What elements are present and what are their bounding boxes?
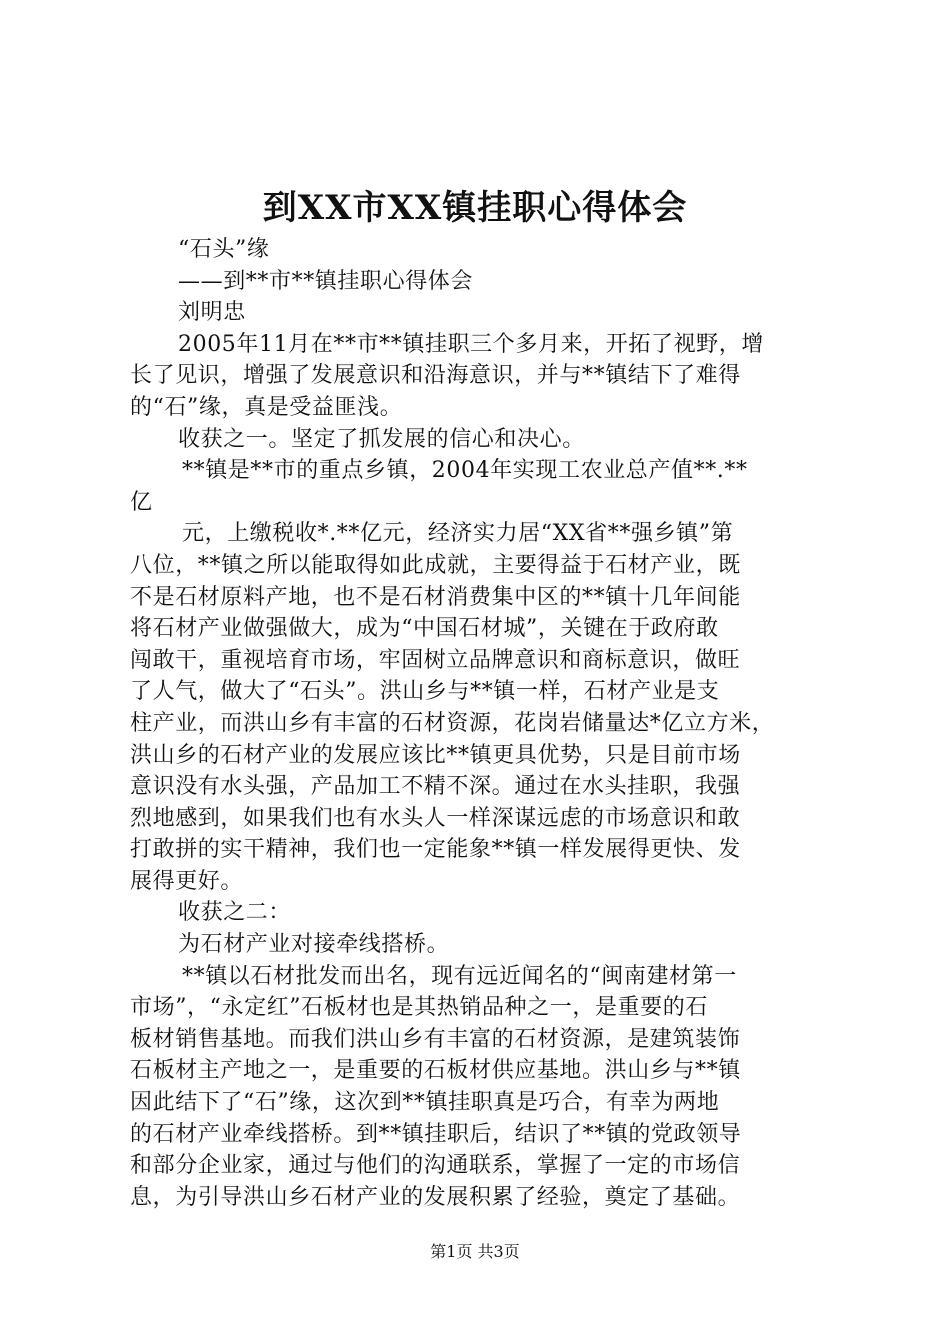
paragraph-line: 不是石材原料产地，也不是石材消费集中区的**镇十几年间能 bbox=[130, 584, 741, 610]
author-line: 刘明忠 bbox=[178, 300, 246, 326]
paragraph-line: 市场”，“永定红”石板材也是其热销品种之一，是重要的石 bbox=[130, 995, 708, 1021]
paragraph-line: 展得更好。 bbox=[130, 868, 244, 894]
paragraph-line: 息，为引导洪山乡石材产业的发展积累了经验，奠定了基础。 bbox=[130, 1184, 741, 1210]
subheading-line: ——到**市**镇挂职心得体会 bbox=[178, 268, 474, 294]
paragraph-line: 将石材产业做强做大，成为“中国石材城”，关键在于政府敢 bbox=[130, 616, 719, 642]
document-title: 到XX市XX镇挂职心得体会 bbox=[262, 188, 688, 228]
paragraph-line: 板材销售基地。而我们洪山乡有丰富的石材资源，是建筑装饰 bbox=[130, 1026, 741, 1052]
paragraph-line: 了人气，做大了“石头”。洪山乡与**镇一样，石材产业是支 bbox=[130, 679, 720, 705]
paragraph-line: 亿 bbox=[130, 489, 153, 515]
paragraph-line: 烈地感到，如果我们也有水头人一样深谋远虑的市场意识和敢 bbox=[130, 805, 741, 831]
paragraph-line: 意识没有水头强，产品加工不精不深。通过在水头挂职，我强 bbox=[130, 774, 741, 800]
paragraph-line: 长了见识，增强了发展意识和沿海意识，并与**镇结下了难得 bbox=[130, 363, 741, 389]
section-heading-line: 为石材产业对接牵线搭桥。 bbox=[178, 932, 450, 958]
page-footer: 第1页 共3页 bbox=[430, 1242, 520, 1261]
paragraph-line: 的石材产业牵线搭桥。到**镇挂职后，结识了**镇的党政领导 bbox=[130, 1121, 742, 1147]
paragraph-line: 闯敢干，重视培育市场，牢固树立品牌意识和商标意识，做旺 bbox=[130, 647, 741, 673]
paragraph-line: 2005年11月在**市**镇挂职三个多月来，开拓了视野，增 bbox=[178, 331, 764, 357]
paragraph-line: 打敢拼的实干精神，我们也一定能象**镇一样发展得更快、发 bbox=[130, 837, 741, 863]
paragraph-line: 元，上缴税收*.**亿元，经济实力居“XX省**强乡镇”第 bbox=[182, 521, 734, 547]
subtitle-line: “石头”缘 bbox=[178, 237, 270, 262]
paragraph-line: **镇是**市的重点乡镇，2004年实现工农业总产值**.** bbox=[182, 458, 748, 484]
paragraph-line: 的“石”缘，真是受益匪浅。 bbox=[130, 394, 403, 420]
paragraph-line: 八位，**镇之所以能取得如此成就，主要得益于石材产业，既 bbox=[130, 552, 741, 578]
paragraph-line: 石板材主产地之一，是重要的石板材供应基地。洪山乡与**镇 bbox=[130, 1058, 741, 1084]
section-heading-line: 收获之二： bbox=[178, 900, 292, 926]
paragraph-line: 柱产业，而洪山乡有丰富的石材资源，花岗岩储量达*亿立方米， bbox=[130, 710, 775, 736]
paragraph-line: 洪山乡的石材产业的发展应该比**镇更具优势，只是目前市场 bbox=[130, 742, 741, 768]
paragraph-line: 和部分企业家，通过与他们的沟通联系，掌握了一定的市场信 bbox=[130, 1153, 741, 1179]
paragraph-line: **镇以石材批发而出名，现有远近闻名的“闽南建材第一 bbox=[182, 963, 737, 989]
paragraph-line: 因此结下了“石”缘，这次到**镇挂职真是巧合，有幸为两地 bbox=[130, 1090, 720, 1116]
document-body bbox=[130, 234, 830, 1213]
section-heading-line: 收获之一。坚定了抓发展的信心和决心。 bbox=[178, 426, 585, 452]
